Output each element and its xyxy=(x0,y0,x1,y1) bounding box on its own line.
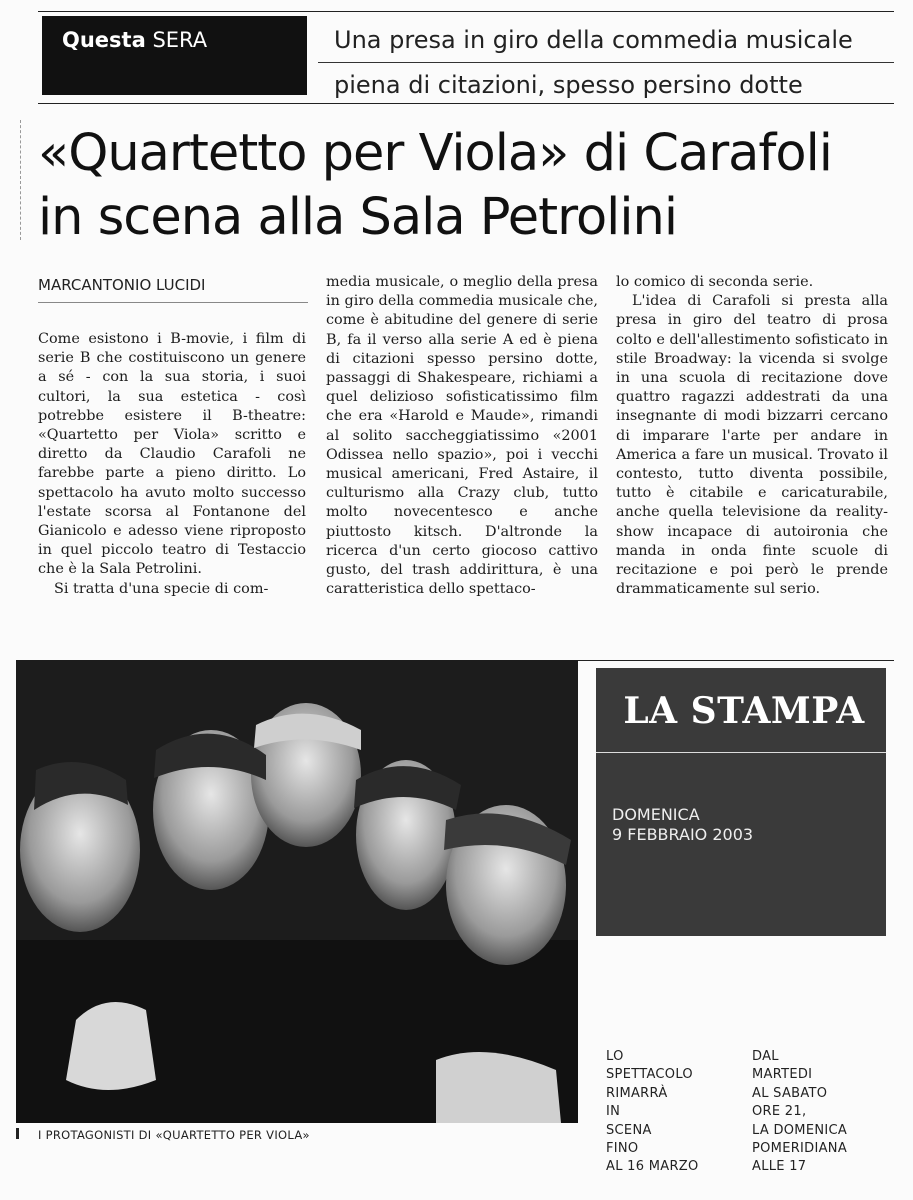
info-block-schedule xyxy=(752,1048,892,1177)
masthead-title: LA STAMPA xyxy=(623,690,865,732)
deck-rule xyxy=(318,62,894,63)
info-line: SCENA xyxy=(606,1122,652,1138)
cast-photo xyxy=(16,660,578,1123)
article-column-2 xyxy=(326,273,598,599)
info-block-run xyxy=(606,1048,746,1177)
article-column-3 xyxy=(616,273,888,599)
section-kicker xyxy=(42,16,307,95)
masthead-rule xyxy=(596,752,886,753)
info-line: POMERIDIANA xyxy=(752,1141,848,1157)
byline-rule xyxy=(38,302,308,303)
info-line: IN xyxy=(606,1104,621,1120)
paragraph: L'idea di Carafoli si presta alla presa in giro del teatro di prosa colto e dell'allestimento sofisticato in stile Broadway: la vicenda si svolge in una scuola di recitazione dove quattro ragazzi addestrati da una insegnante di modi bizzarri cercano di imparare l'arte per andare in America a fare un musical. Trovato il contesto, tutto diventa possibile, tutto è citabile e caricaturabile, anche quella televisione da reality-show incapace di autoironia che manda in onda finte scuole di recitazione e poi però le prende drammaticamente sul serio. xyxy=(616,293,888,598)
info-line: LO xyxy=(606,1049,624,1064)
info-line: AL SABATO xyxy=(752,1085,828,1101)
kicker-rest: SERA xyxy=(152,28,208,52)
photo-caption: I PROTAGONISTI DI «QUARTETTO PER VIOLA» xyxy=(38,1128,310,1142)
info-line: ORE 21, xyxy=(752,1104,807,1120)
deck-line-1: Una presa in giro della commedia musicale xyxy=(334,26,853,54)
byline: MARCANTONIO LUCIDI xyxy=(38,276,206,294)
headline-line-1: «Quartetto per Viola» di Carafoli xyxy=(38,124,832,183)
paragraph: media musicale, o meglio della presa in giro della commedia musicale che, come è abitudine del genere di serie B, fa il verso alla serie A ed è piena di citazioni spesso persino dotte, passaggi di Shakespeare, richiami a quel delizioso sofisticatissimo film che era «Harold e Maude», rimandi al solito saccheggiatissimo «2001 Odissea nello spazio», poi i vecchi musical americani, Fred Astaire, il culturismo alla Crazy club, tutto molto novecentesco e anche piuttosto kitsch. D'altronde la ricerca d'un certo giocoso cattivo gusto, del trash addirittura, è una caratteristica dello spettaco- xyxy=(326,274,598,598)
caption-marker xyxy=(16,1128,33,1139)
margin-rule xyxy=(20,120,21,240)
info-line: RIMARRÀ xyxy=(606,1085,668,1101)
top-rule xyxy=(38,11,894,12)
newspaper-masthead xyxy=(596,668,886,936)
masthead-date: 9 FEBBRAIO 2003 xyxy=(612,825,754,844)
masthead-day: DOMENICA xyxy=(612,805,700,824)
info-line: MARTEDI xyxy=(752,1067,813,1083)
header-rule xyxy=(38,103,894,104)
kicker-bold: Questa xyxy=(62,28,146,52)
paragraph: Si tratta d'una specie di com- xyxy=(54,580,269,597)
cast-photo-illustration xyxy=(16,660,578,1123)
info-line: FINO xyxy=(606,1141,639,1157)
article-column-1 xyxy=(38,330,306,599)
headline-line-2: in scena alla Sala Petrolini xyxy=(38,188,677,247)
info-line: ALLE 17 xyxy=(752,1159,807,1175)
info-line: DAL xyxy=(752,1049,779,1064)
info-line: SPETTACOLO xyxy=(606,1067,693,1083)
paragraph: Come esistono i B-movie, i film di serie B che costituiscono un genere a sé - con la sua storia, i suoi cultori, la sua estetica - così potrebbe esistere il B-theatre: «Quartetto per Viola» scritto e diretto da Claudio Carafoli ne farebbe parte a pieno diritto. Lo spettacolo ha avuto molto successo l'estate scorsa al Fontanone del Gianicolo e adesso viene riproposto in quel piccolo teatro di Testaccio che è la Sala Petrolini. xyxy=(38,331,306,578)
deck-line-2: piena di citazioni, spesso persino dotte xyxy=(334,71,803,99)
paragraph: lo comico di seconda serie. xyxy=(616,274,814,290)
info-line: AL 16 MARZO xyxy=(606,1159,699,1175)
info-line: LA DOMENICA xyxy=(752,1122,848,1138)
